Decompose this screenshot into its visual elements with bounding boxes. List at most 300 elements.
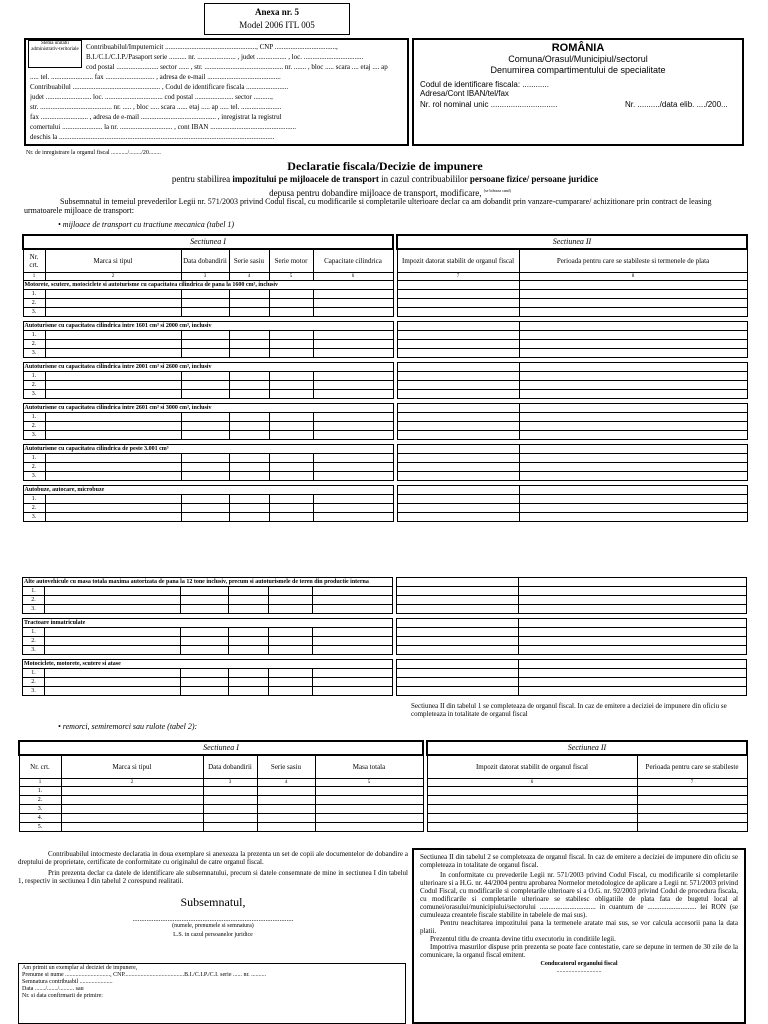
input-cell[interactable] <box>313 454 393 463</box>
input-cell[interactable] <box>257 814 315 823</box>
input-cell[interactable] <box>313 669 393 678</box>
tax-cell[interactable] <box>397 605 519 614</box>
input-cell[interactable] <box>181 331 229 340</box>
input-cell[interactable] <box>269 637 313 646</box>
input-cell[interactable] <box>313 431 393 440</box>
tax-cell[interactable] <box>397 290 519 299</box>
taxpayer-line[interactable]: fax ........................... , adresa de e-mail ........................................... , inregistrat la registrul <box>30 113 282 121</box>
input-cell[interactable] <box>313 381 393 390</box>
tax-cell[interactable] <box>397 390 519 399</box>
tax-cell[interactable] <box>397 422 519 431</box>
tax-cell[interactable] <box>397 513 519 522</box>
receipt-l2[interactable]: Prenume si nume .............................., CNP........................................B.I./C.I.P./C.I. serie ...... nr. .......... <box>22 972 267 978</box>
input-cell[interactable] <box>181 349 229 358</box>
input-cell[interactable] <box>61 805 203 814</box>
input-cell[interactable] <box>269 504 313 513</box>
tax-cell[interactable] <box>397 669 519 678</box>
input-cell[interactable] <box>229 340 269 349</box>
input-cell[interactable] <box>181 308 229 317</box>
period-cell[interactable] <box>519 349 747 358</box>
table1-section2: Sectiunea II <box>397 235 747 249</box>
input-cell[interactable] <box>269 472 313 481</box>
input-cell[interactable] <box>229 495 269 504</box>
input-cell[interactable] <box>269 605 313 614</box>
input-cell[interactable] <box>203 823 257 832</box>
period-cell[interactable] <box>637 805 747 814</box>
period-cell[interactable] <box>637 814 747 823</box>
input-cell[interactable] <box>45 637 181 646</box>
input-cell[interactable] <box>45 349 181 358</box>
input-cell[interactable] <box>229 331 269 340</box>
input-cell[interactable] <box>45 646 181 655</box>
decision-p1: Sectiunea II din tabelul 2 se completeaza de organul fiscal. In caz de emitere a deciziei de impunere din oficiu se completeaza in totalitate de organul fiscal. <box>420 853 738 869</box>
receipt-l4[interactable]: Data ......./......./.......... sau <box>22 986 84 992</box>
taxpayer-line[interactable]: comertului ....................... la nr. .............................. , cont IBAN ................................................. <box>30 123 296 131</box>
input-cell[interactable] <box>269 381 313 390</box>
input-cell[interactable] <box>61 787 203 796</box>
input-cell[interactable] <box>229 349 269 358</box>
tax-cell[interactable] <box>397 413 519 422</box>
input-cell[interactable] <box>45 390 181 399</box>
tax-cell[interactable] <box>397 308 519 317</box>
category-label: Alte autovehicule cu masa totala maxima autorizata de pana la 12 tone inclusiv, precum si autoturismele de teren din productie interna <box>23 578 393 587</box>
input-cell[interactable] <box>269 390 313 399</box>
table-row <box>23 628 747 637</box>
table-row <box>23 331 747 340</box>
category-label: Autoturisme cu capacitatea cilindrica de peste 3.001 cm³ <box>23 445 393 454</box>
input-cell[interactable] <box>269 308 313 317</box>
row-number: 3. <box>23 605 45 614</box>
table-row <box>23 463 747 472</box>
input-cell[interactable] <box>313 331 393 340</box>
authority-address: Adresa/Cont IBAN/tel/fax <box>420 89 509 98</box>
row-number: 2. <box>19 796 61 805</box>
period-cell[interactable] <box>519 472 747 481</box>
input-cell[interactable] <box>45 299 181 308</box>
subtitle-a: pentru stabilirea <box>171 174 233 184</box>
input-cell[interactable] <box>45 495 181 504</box>
input-cell[interactable] <box>313 678 393 687</box>
category-label: Autoturisme cu capacitatea cilindrica intre 2001 cm³ si 2600 cm³, inclusiv <box>23 363 393 372</box>
input-cell[interactable] <box>181 299 229 308</box>
table-row <box>23 381 747 390</box>
input-cell[interactable] <box>229 463 269 472</box>
category-label: Motorete, scutere, motociclete si autoturisme cu capacitatea cilindrica de pana la 1600 cm³, inclusiv <box>23 281 393 290</box>
taxpayer-line[interactable]: str. ......................................... nr. ..... , bloc ..... scara ...... etaj ..... ap ..... tel. ....................... <box>30 103 282 111</box>
period-cell[interactable] <box>519 431 747 440</box>
input-cell[interactable] <box>229 646 269 655</box>
tax-cell[interactable] <box>397 431 519 440</box>
input-cell[interactable] <box>61 823 203 832</box>
period-cell[interactable] <box>519 331 747 340</box>
authority-role: Nr. rol nominal unic .............................. <box>420 100 558 109</box>
input-cell[interactable] <box>45 454 181 463</box>
input-cell[interactable] <box>229 587 269 596</box>
input-cell[interactable] <box>181 504 229 513</box>
input-cell[interactable] <box>181 628 229 637</box>
input-cell[interactable] <box>315 814 423 823</box>
period-cell[interactable] <box>519 463 747 472</box>
row-number: 2. <box>23 340 45 349</box>
input-cell[interactable] <box>181 463 229 472</box>
input-cell[interactable] <box>229 504 269 513</box>
period-cell[interactable] <box>519 381 747 390</box>
input-cell[interactable] <box>313 472 393 481</box>
input-cell[interactable] <box>45 381 181 390</box>
input-cell[interactable] <box>313 504 393 513</box>
input-cell[interactable] <box>45 605 181 614</box>
input-cell[interactable] <box>313 605 393 614</box>
input-cell[interactable] <box>313 513 393 522</box>
input-cell[interactable] <box>181 390 229 399</box>
tax-cell[interactable] <box>427 787 637 796</box>
tax-cell[interactable] <box>397 299 519 308</box>
period-cell[interactable] <box>519 646 747 655</box>
input-cell[interactable] <box>313 587 393 596</box>
input-cell[interactable] <box>45 669 181 678</box>
input-cell[interactable] <box>203 814 257 823</box>
row-number: 2. <box>23 299 45 308</box>
table-row <box>23 422 747 431</box>
input-cell[interactable] <box>269 646 313 655</box>
tax-cell[interactable] <box>397 504 519 513</box>
declaration-title: Declaratie fiscala/Decizie de impunere <box>287 159 483 173</box>
input-cell[interactable] <box>181 454 229 463</box>
table2-header: Perioada pentru care se stabileste <box>637 755 747 779</box>
table-row <box>23 669 747 678</box>
period-cell[interactable] <box>519 669 747 678</box>
input-cell[interactable] <box>45 413 181 422</box>
input-cell[interactable] <box>181 422 229 431</box>
taxpayer-line[interactable]: judet .......................... loc. ................................. cod postal ...................... sector .........., <box>30 93 273 101</box>
input-cell[interactable] <box>181 687 229 696</box>
input-cell[interactable] <box>45 422 181 431</box>
tax-cell[interactable] <box>397 349 519 358</box>
receipt-l5[interactable]: Nr. si data confirmarii de primire: <box>22 993 103 999</box>
bullet-trailers: • remorci, semiremorci sau rulote (tabel 2): <box>58 722 198 731</box>
row-number: 3. <box>23 349 45 358</box>
input-cell[interactable] <box>269 413 313 422</box>
input-cell[interactable] <box>269 596 313 605</box>
input-cell[interactable] <box>269 628 313 637</box>
input-cell[interactable] <box>181 605 229 614</box>
taxpayer-line[interactable]: ..... tel. ........................ fax ............................ , adresa de e-mail .......................................... <box>30 73 281 81</box>
input-cell[interactable] <box>181 646 229 655</box>
input-cell[interactable] <box>61 796 203 805</box>
input-cell[interactable] <box>45 372 181 381</box>
input-cell[interactable] <box>181 340 229 349</box>
input-cell[interactable] <box>203 796 257 805</box>
table2-header: Masa totala <box>315 755 423 779</box>
period-cell[interactable] <box>519 687 747 696</box>
period-cell[interactable] <box>519 413 747 422</box>
tax-cell[interactable] <box>397 646 519 655</box>
input-cell[interactable] <box>229 472 269 481</box>
receipt-l3[interactable]: Semnatura contribuabil ...................... <box>22 979 113 985</box>
input-cell[interactable] <box>229 687 269 696</box>
input-cell[interactable] <box>313 372 393 381</box>
input-cell[interactable] <box>313 422 393 431</box>
input-cell[interactable] <box>229 637 269 646</box>
period-cell[interactable] <box>519 596 747 605</box>
input-cell[interactable] <box>229 628 269 637</box>
input-cell[interactable] <box>61 814 203 823</box>
country-name: ROMÂNIA <box>551 42 605 54</box>
tax-cell[interactable] <box>397 381 519 390</box>
input-cell[interactable] <box>181 495 229 504</box>
input-cell[interactable] <box>269 372 313 381</box>
stamp-placeholder: Stema unitatii administrativ-teritoriale <box>28 40 82 68</box>
period-cell[interactable] <box>519 454 747 463</box>
tax-authority-decision <box>412 848 746 1024</box>
table1-col-number: 2 <box>45 273 181 281</box>
table1-header: Data dobandirii <box>181 249 229 273</box>
input-cell[interactable] <box>45 308 181 317</box>
row-number: 5. <box>19 823 61 832</box>
input-cell[interactable] <box>229 422 269 431</box>
period-cell[interactable] <box>519 587 747 596</box>
tax-cell[interactable] <box>397 596 519 605</box>
input-cell[interactable] <box>269 454 313 463</box>
input-cell[interactable] <box>229 372 269 381</box>
input-cell[interactable] <box>313 646 393 655</box>
input-cell[interactable] <box>315 796 423 805</box>
table-row <box>19 796 747 805</box>
input-cell[interactable] <box>313 495 393 504</box>
period-cell[interactable] <box>519 422 747 431</box>
input-cell[interactable] <box>269 687 313 696</box>
table1-col-number: 5 <box>269 273 313 281</box>
input-cell[interactable] <box>269 669 313 678</box>
authority-head-signature[interactable]: .............................. <box>556 968 602 974</box>
category-label: Autobuze, autocare, microbuze <box>23 486 393 495</box>
input-cell[interactable] <box>45 513 181 522</box>
input-cell[interactable] <box>257 796 315 805</box>
tax-cell[interactable] <box>397 687 519 696</box>
period-cell[interactable] <box>519 340 747 349</box>
input-cell[interactable] <box>181 587 229 596</box>
input-cell[interactable] <box>257 805 315 814</box>
input-cell[interactable] <box>313 308 393 317</box>
input-cell[interactable] <box>181 413 229 422</box>
vehicles-table-1-continued <box>22 577 747 700</box>
taxpayer-line[interactable]: Contribuabilul/Imputernicit ...................................................., CNP ..................................., <box>86 43 338 51</box>
input-cell[interactable] <box>269 678 313 687</box>
row-number: 1. <box>23 628 45 637</box>
input-cell[interactable] <box>203 787 257 796</box>
table-row <box>23 504 747 513</box>
input-cell[interactable] <box>313 687 393 696</box>
period-cell[interactable] <box>519 628 747 637</box>
input-cell[interactable] <box>229 390 269 399</box>
taxpayer-line[interactable]: Contribuabilul .................................................. , Codul de identificare fiscala ........................ <box>30 83 289 91</box>
input-cell[interactable] <box>181 372 229 381</box>
period-cell[interactable] <box>637 823 747 832</box>
input-cell[interactable] <box>313 349 393 358</box>
input-cell[interactable] <box>229 308 269 317</box>
trailers-table-2 <box>18 740 748 832</box>
input-cell[interactable] <box>269 495 313 504</box>
input-cell[interactable] <box>313 596 393 605</box>
input-cell[interactable] <box>45 463 181 472</box>
subtitle-c: in cazul contribuabililor <box>378 174 470 184</box>
period-cell[interactable] <box>637 796 747 805</box>
input-cell[interactable] <box>45 331 181 340</box>
period-cell[interactable] <box>519 290 747 299</box>
input-cell[interactable] <box>181 669 229 678</box>
input-cell[interactable] <box>45 678 181 687</box>
period-cell[interactable] <box>519 504 747 513</box>
input-cell[interactable] <box>229 596 269 605</box>
input-cell[interactable] <box>45 587 181 596</box>
table2-section2: Sectiunea II <box>427 741 747 755</box>
input-cell[interactable] <box>257 823 315 832</box>
input-cell[interactable] <box>269 331 313 340</box>
row-number: 1. <box>19 787 61 796</box>
input-cell[interactable] <box>313 413 393 422</box>
input-cell[interactable] <box>45 628 181 637</box>
input-cell[interactable] <box>269 431 313 440</box>
table1-header: Perioada pentru care se stabileste si termenele de plata <box>519 249 747 273</box>
input-cell[interactable] <box>313 637 393 646</box>
taxpayer-line[interactable]: B.I./C.I./C.I.P./Pasaport serie .......... nr. ...................... , judet ................. , loc. .................................. <box>86 53 364 61</box>
input-cell[interactable] <box>181 637 229 646</box>
input-cell[interactable] <box>229 381 269 390</box>
input-cell[interactable] <box>313 299 393 308</box>
input-cell[interactable] <box>315 823 423 832</box>
input-cell[interactable] <box>45 472 181 481</box>
authority-locality: Comuna/Orasul/Municipiul/sectorul <box>508 54 648 64</box>
input-cell[interactable] <box>203 805 257 814</box>
declaration-paragraph: Subsemnatul in temeiul prevederilor Legii nr. 571/2003 privind Codul fiscal, cu modificarile si completarile ulterioare declar ca am dobandit prin vanzare-cumparare/ achizitionare prin contract de leasing urmatoarele mijloace de transport: <box>24 197 712 215</box>
input-cell[interactable] <box>313 628 393 637</box>
input-cell[interactable] <box>269 587 313 596</box>
input-cell[interactable] <box>315 787 423 796</box>
period-cell[interactable] <box>519 495 747 504</box>
period-cell[interactable] <box>519 513 747 522</box>
tax-cell[interactable] <box>397 372 519 381</box>
input-cell[interactable] <box>313 290 393 299</box>
period-cell[interactable] <box>519 390 747 399</box>
input-cell[interactable] <box>315 805 423 814</box>
registration-line: Nr. de inregistrare la organul fiscal .........../......../20........ <box>26 150 161 156</box>
period-cell[interactable] <box>519 372 747 381</box>
input-cell[interactable] <box>269 513 313 522</box>
taxpayer-line[interactable]: deschis la ........................................................................................................................... <box>30 133 275 141</box>
taxpayer-line[interactable]: cod postal ........................ sector ...... , str. ............................................. nr. ....... , bloc ..... scara .... etaj .... ap <box>86 63 388 71</box>
row-number: 2. <box>23 422 45 431</box>
input-cell[interactable] <box>181 381 229 390</box>
input-cell[interactable] <box>45 596 181 605</box>
table-row <box>19 787 747 796</box>
category-label: Autoturisme cu capacitatea cilindrica intre 1601 cm³ si 2000 cm³, inclusiv <box>23 322 393 331</box>
input-cell[interactable] <box>181 431 229 440</box>
input-cell[interactable] <box>313 390 393 399</box>
table-row <box>23 472 747 481</box>
input-cell[interactable] <box>229 605 269 614</box>
tax-cell[interactable] <box>397 678 519 687</box>
tax-cell[interactable] <box>397 495 519 504</box>
row-number: 3. <box>23 687 45 696</box>
input-cell[interactable] <box>229 431 269 440</box>
period-cell[interactable] <box>519 678 747 687</box>
row-number: 1. <box>23 331 45 340</box>
input-cell[interactable] <box>45 504 181 513</box>
period-cell[interactable] <box>519 308 747 317</box>
input-cell[interactable] <box>269 463 313 472</box>
tax-cell[interactable] <box>427 823 637 832</box>
tax-cell[interactable] <box>397 454 519 463</box>
tax-cell[interactable] <box>397 463 519 472</box>
category-label: Autoturisme cu capacitatea cilindrica intre 2601 cm³ si 3000 cm³, inclusiv <box>23 404 393 413</box>
input-cell[interactable] <box>269 290 313 299</box>
section2-note: Sectiunea II din tabelul 1 se completeaza de organul fiscal. In caz de emitere a deciziei de impunere din oficiu se completeaza in totalitate de organul fiscal <box>411 702 727 718</box>
table2-header: Data dobandirii <box>203 755 257 779</box>
input-cell[interactable] <box>313 340 393 349</box>
input-cell[interactable] <box>229 299 269 308</box>
input-cell[interactable] <box>229 413 269 422</box>
tax-cell[interactable] <box>397 637 519 646</box>
period-cell[interactable] <box>519 605 747 614</box>
tax-cell[interactable] <box>397 587 519 596</box>
tax-cell[interactable] <box>397 340 519 349</box>
tax-cell[interactable] <box>397 628 519 637</box>
table-row <box>23 637 747 646</box>
input-cell[interactable] <box>181 290 229 299</box>
tax-cell[interactable] <box>427 814 637 823</box>
input-cell[interactable] <box>45 340 181 349</box>
signature-line[interactable]: ............................................................................................ <box>132 915 294 923</box>
input-cell[interactable] <box>269 340 313 349</box>
input-cell[interactable] <box>257 787 315 796</box>
period-cell[interactable] <box>519 299 747 308</box>
input-cell[interactable] <box>45 290 181 299</box>
period-cell[interactable] <box>519 637 747 646</box>
purpose-note: (se bifeaza cand) <box>483 188 511 193</box>
tax-cell[interactable] <box>397 331 519 340</box>
tax-cell[interactable] <box>397 472 519 481</box>
input-cell[interactable] <box>229 669 269 678</box>
table1-col-number: 4 <box>229 273 269 281</box>
input-cell[interactable] <box>45 431 181 440</box>
vehicles-table-1 <box>22 234 748 526</box>
input-cell[interactable] <box>269 422 313 431</box>
signature-note: (numele, prenumele si semnatura) <box>172 923 254 929</box>
input-cell[interactable] <box>45 687 181 696</box>
input-cell[interactable] <box>229 513 269 522</box>
table-row <box>19 805 747 814</box>
input-cell[interactable] <box>181 678 229 687</box>
table1-header: Serie sasiu <box>229 249 269 273</box>
tax-cell[interactable] <box>427 796 637 805</box>
tax-cell[interactable] <box>427 805 637 814</box>
input-cell[interactable] <box>229 290 269 299</box>
period-cell[interactable] <box>637 787 747 796</box>
input-cell[interactable] <box>181 472 229 481</box>
input-cell[interactable] <box>229 454 269 463</box>
receipt-box <box>18 963 406 1024</box>
statement-p1: Contribuabilul intocmeste declaratia in doua exemplare si anexeaza la prezenta un set de copii ale documentelor de dobandire a dreptului de proprietate, certificate de conformitate cu originalul de catre organul fiscal. <box>18 850 408 866</box>
table-row <box>23 431 747 440</box>
input-cell[interactable] <box>313 463 393 472</box>
input-cell[interactable] <box>269 299 313 308</box>
signer-label: Subsemnatul, <box>180 895 246 909</box>
input-cell[interactable] <box>181 596 229 605</box>
input-cell[interactable] <box>229 678 269 687</box>
annex-header <box>204 3 350 35</box>
input-cell[interactable] <box>181 513 229 522</box>
input-cell[interactable] <box>269 349 313 358</box>
